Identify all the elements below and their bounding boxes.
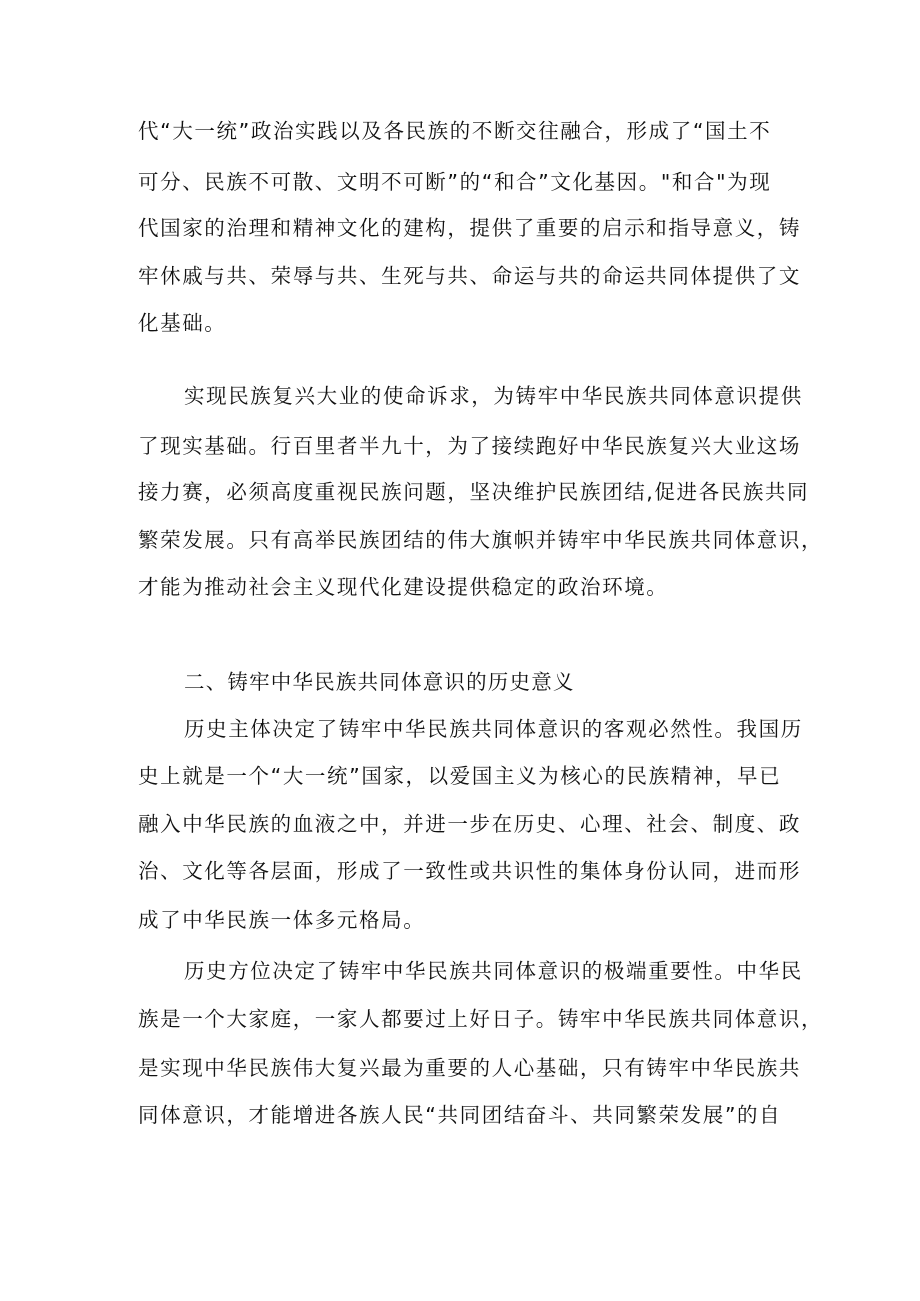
paragraph-3-line-1: 历史主体决定了铸牢中华民族共同体意识的客观必然性。我国历: [184, 717, 803, 741]
paragraph-4-line-1: 历史方位决定了铸牢中华民族共同体意识的极端重要性。中华民: [184, 959, 803, 983]
paragraph-3-line-2: 史上就是一个“大一统”国家，以爱国主义为核心的民族精神，早已: [138, 764, 782, 788]
paragraph-2-line-1: 实现民族复兴大业的使命诉求，为铸牢中华民族共同体意识提供: [184, 384, 803, 408]
paragraph-2-line-3: 接力赛，必须高度重视民族问题，坚决维护民族团结,促进各民族共同: [138, 480, 810, 504]
paragraph-1-line-3: 代国家的治理和精神文化的建构，提供了重要的启示和指导意义，铸: [138, 216, 801, 240]
paragraph-3-line-4: 治、文化等各层面，形成了一致性或共识性的集体身份认同，进而形: [138, 859, 801, 883]
paragraph-2-line-2: 了现实基础。行百里者半九十，为了接续跑好中华民族复兴大业这场: [138, 434, 801, 458]
paragraph-4-line-3: 是实现中华民族伟大复兴最为重要的人心基础，只有铸牢中华民族共: [138, 1056, 801, 1080]
paragraph-4-line-2: 族是一个大家庭，一家人都要过上好日子。铸牢中华民族共同体意识，: [138, 1007, 824, 1031]
paragraph-1-line-4: 牢休戚与共、荣辱与共、生死与共、命运与共的命运共同体提供了文: [138, 264, 801, 288]
paragraph-2-line-5: 才能为推动社会主义现代化建设提供稳定的政治环境。: [138, 575, 669, 599]
section-heading: 二、铸牢中华民族共同体意识的历史意义: [184, 670, 575, 694]
paragraph-1-line-1: 代“大一统”政治实践以及各民族的不断交往融合，形成了“国土不: [138, 119, 772, 143]
paragraph-4-line-4: 同体意识，才能增进各族人民“共同团结奋斗、共同繁荣发展”的自: [138, 1103, 782, 1127]
paragraph-1-line-5: 化基础。: [138, 311, 227, 335]
paragraph-1-line-2: 可分、民族不可散、文明不可断”的“和合”文化基因。"和合"为现: [138, 170, 772, 194]
paragraph-2-line-4: 繁荣发展。只有高举民族团结的伟大旗帜并铸牢中华民族共同体意识，: [138, 528, 824, 552]
paragraph-3-line-5: 成了中华民族一体多元格局。: [138, 908, 426, 932]
paragraph-3-line-3: 融入中华民族的血液之中，并进一步在历史、心理、社会、制度、政: [138, 812, 801, 836]
